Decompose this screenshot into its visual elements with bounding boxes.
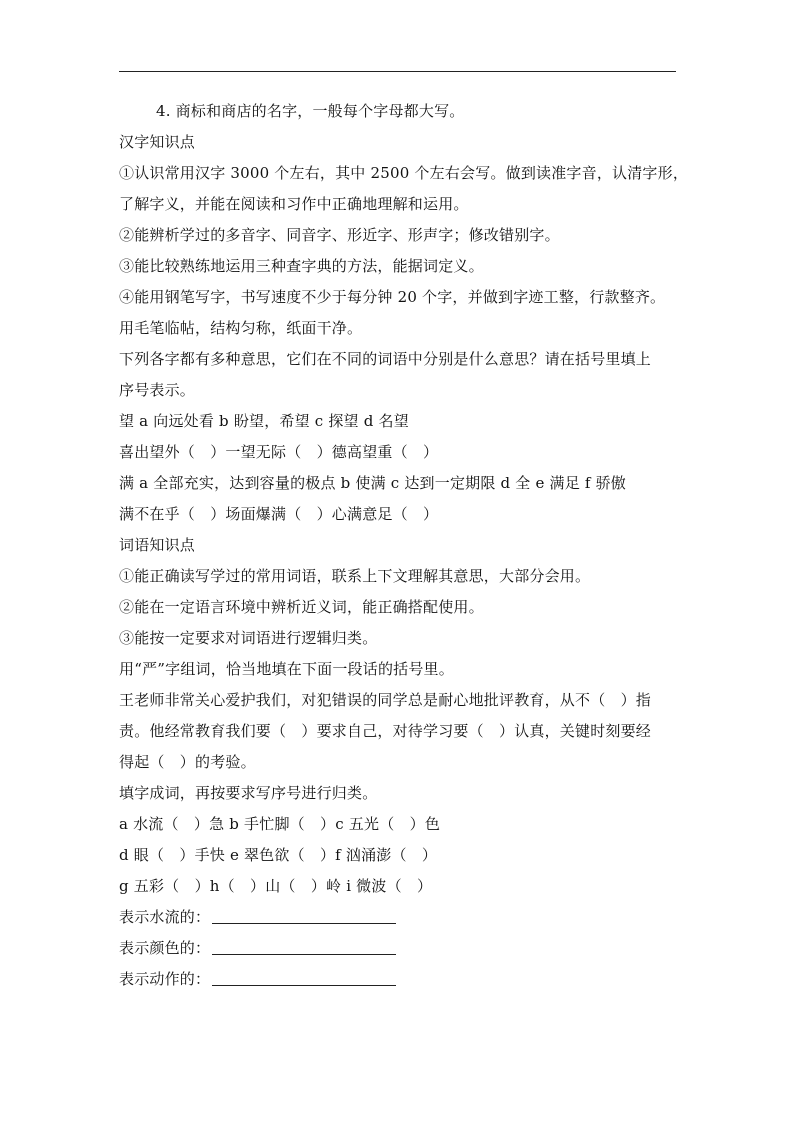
hanzi-point-4: ④能用钢笔写字，书写速度不少于每分钟 20 个字，并做到字迹工整，行款整齐。 bbox=[119, 288, 666, 306]
exercise-2-prompt: 用“严”字组词，恰当地填在下面一段话的括号里。 bbox=[119, 660, 454, 678]
exercise-1-prompt: 下列各字都有多种意思，它们在不同的词语中分别是什么意思？请在括号里填上 bbox=[119, 350, 652, 368]
hanzi-point-2: ②能辨析学过的多音字、同音字、形近字、形声字；修改错别字。 bbox=[119, 226, 560, 244]
exercise-1-prompt-cont: 序号表示。 bbox=[119, 381, 196, 399]
document-body bbox=[119, 96, 689, 995]
hanzi-point-1-cont: 了解字义，并能在阅读和习作中正确地理解和运用。 bbox=[119, 195, 469, 213]
answer-label-color: 表示颜色的： bbox=[119, 939, 211, 957]
exercise-2-text-3: 得起（ ）的考验。 bbox=[119, 753, 256, 771]
man-words: 满不在乎（ ）场面爆满（ ）心满意足（ ） bbox=[119, 505, 439, 523]
hanzi-point-1: ①认识常用汉字 3000 个左右，其中 2500 个左右会写。做到读准字音，认清字形， bbox=[119, 164, 689, 182]
hanzi-point-3: ③能比较熟练地运用三种查字典的方法，能据词定义。 bbox=[119, 257, 484, 275]
wang-words: 喜出望外（ ）一望无际（ ）德高望重（ ） bbox=[119, 443, 439, 461]
ciyu-point-2: ②能在一定语言环境中辨析近义词，能正确搭配使用。 bbox=[119, 598, 484, 616]
answer-row-color bbox=[119, 933, 681, 964]
ciyu-point-3: ③能按一定要求对词语进行逻辑归类。 bbox=[119, 629, 378, 647]
answer-row-water bbox=[119, 902, 681, 933]
man-meanings: 满 a 全部充实，达到容量的极点 b 使满 c 达到一定期限 d 全 e 满足 f 骄傲 bbox=[119, 474, 626, 492]
answer-label-water: 表示水流的： bbox=[119, 908, 211, 926]
answer-row-action bbox=[119, 964, 681, 995]
hanzi-point-4-cont: 用毛笔临帖，结构匀称，纸面干净。 bbox=[119, 319, 363, 337]
ciyu-point-1: ①能正确读写学过的常用词语，联系上下文理解其意思，大部分会用。 bbox=[119, 567, 591, 585]
exercise-3-prompt: 填字成词，再按要求写序号进行归类。 bbox=[119, 784, 378, 802]
rule-item-4: 4. 商标和商店的名字，一般每个字母都大写。 bbox=[156, 102, 465, 120]
exercise-3-row-2: d 眼（ ）手快 e 翠色欲（ ）f 汹涌澎（ ） bbox=[119, 846, 438, 864]
wang-meanings: 望 a 向远处看 b 盼望，希望 c 探望 d 名望 bbox=[119, 412, 409, 430]
answer-blank-color[interactable] bbox=[212, 938, 396, 955]
header-rule bbox=[119, 71, 676, 72]
answer-label-action: 表示动作的： bbox=[119, 970, 211, 988]
exercise-3-row-3: g 五彩（ ）h（ ）山（ ）岭 i 微波（ ） bbox=[119, 877, 433, 895]
answer-blank-action[interactable] bbox=[212, 969, 396, 986]
exercise-2-text-2: 责。他经常教育我们要（ ）要求自己，对待学习要（ ）认真，关键时刻要经 bbox=[119, 722, 652, 740]
section-heading-ciyu: 词语知识点 bbox=[119, 536, 196, 554]
exercise-3-row-1: a 水流（ ）急 b 手忙脚（ ）c 五光（ ）色 bbox=[119, 815, 441, 833]
section-heading-hanzi: 汉字知识点 bbox=[119, 133, 196, 151]
exercise-2-text-1: 王老师非常关心爱护我们，对犯错误的同学总是耐心地批评教育，从不（ ）指 bbox=[119, 691, 652, 709]
answer-blank-water[interactable] bbox=[212, 907, 396, 924]
